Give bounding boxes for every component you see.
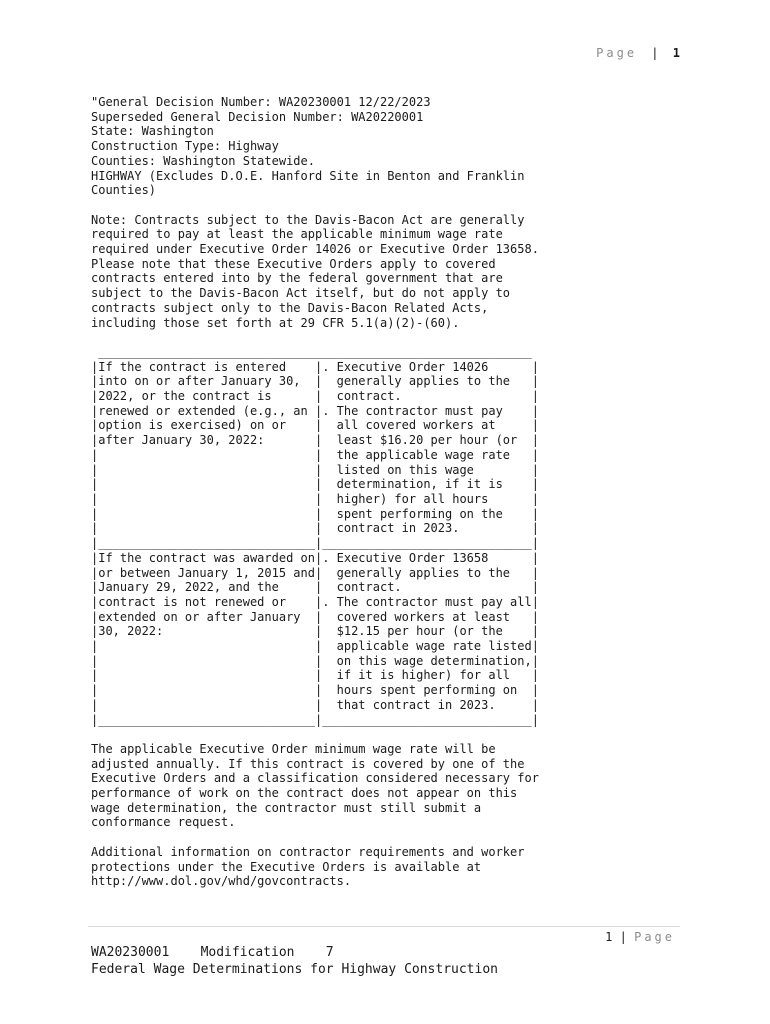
decision-body-text: "General Decision Number: WA20230001 12/22/2023 Superseded General Decision Number: WA20220001 State: Washington Construction Type: Highway Counties: Washington Statewide. HIGHWAY (Excludes D.O.E. Hanford Site in Benton and Franklin Counties) Note: Contracts subject to the Davis-Bacon Act are generally required to pay at least the applicable minimum wage rate required under Executive Order 14026 or Executive Order 13658. Please note that these Executive Orders apply to covered contracts entered into by the federal government that are subject to the Davis-Bacon Act itself, but do not apply to contracts subject only to the Davis-Bacon Related Acts, including those set forth at 29 CFR 5.1(a)(2)-(60). ____________________________________________________________ |If the contract is entered |. Executive Order 14026 | |into on or after January 30, | generally applies to the | |2022, or the contract is | contract. | |renewed or extended (e.g., an |. The contractor must pay | |option is exercised) on or | all covered workers at | |after January 30, 2022: | least $16.20 per hour (or | | | the applicable wage rate | | | listed on this wage | | | determination, if it is | | | higher) for all hours | | | spent performing on the | | | contract in 2023. | |______________________________|_____________________________| |If the contract was awarded on|. Executive Order 13658 | |or between January 1, 2015 and| generally applies to the | |January 29, 2022, and the | contract. | |contract is not renewed or |. The contractor must pay all| |extended on or after January | covered workers at least | |30, 2022: | $12.15 per hour (or the | | | applicable wage rate listed| | | on this wage determination,| | | if it is higher) for all | | | hours spent performing on | | | that contract in 2023. | |______________________________|_____________________________| The applicable Executive Order minimum wage rate will be adjusted annually. If this contract is covered by one of the Executive Orders and a classification considered necessary for performance of work on the contract does not appear on this wage determination, the contractor must still submit a conformance request. Additional information on contractor requirements and worker protections under the Executive Orders is available at http://www.dol.gov/whd/govcontracts. (91, 95, 539, 889)
footer-page-word: Page (634, 930, 675, 944)
footer-divider (88, 926, 680, 927)
footer-page-marker (605, 930, 675, 944)
footer-doc-id: WA20230001 Modification 7 (91, 945, 334, 960)
header-separator: | (651, 46, 659, 60)
page-header (596, 46, 680, 60)
footer-doc-title: Federal Wage Determinations for Highway Construction (91, 962, 498, 977)
header-page-word: Page (596, 46, 638, 60)
header-page-number: 1 (672, 46, 680, 60)
footer-separator: | (619, 930, 627, 944)
footer-page-number: 1 (605, 930, 613, 944)
